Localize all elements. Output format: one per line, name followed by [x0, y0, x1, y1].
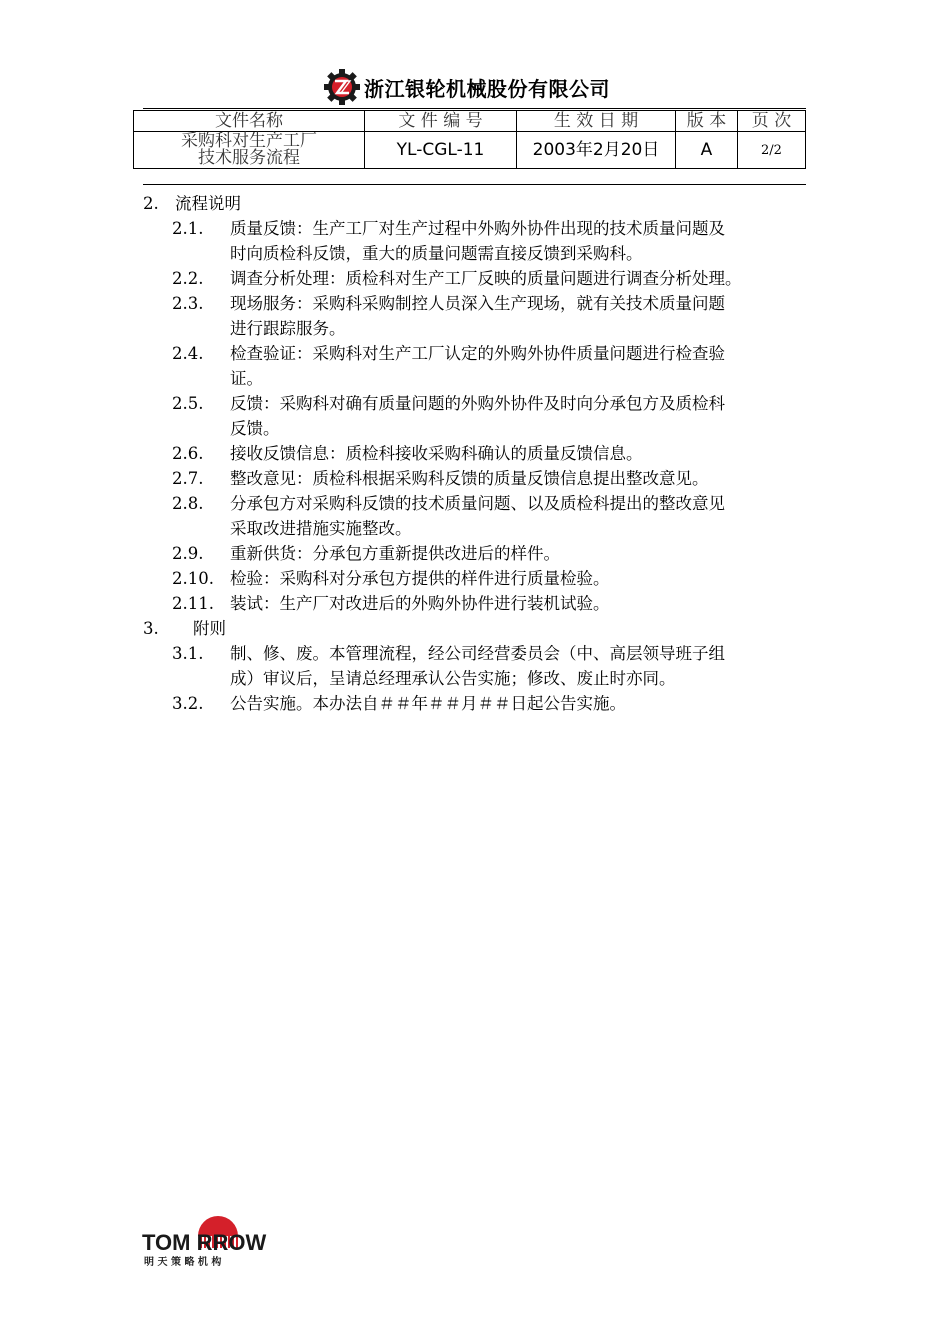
page-number: 2/2 [738, 132, 806, 169]
header-rule [143, 108, 806, 109]
company-header [322, 66, 610, 108]
item-text: 公告实施。本办法自＃＃年＃＃月＃＃日起公告实施。 [230, 694, 626, 713]
item-text: 成）审议后，呈请总经理承认公告实施；修改、废止时亦同。 [230, 669, 676, 688]
item-text: 整改意见：质检科根据采购科反馈的质量反馈信息提出整改意见。 [230, 469, 709, 488]
doc-number: YL-CGL-11 [365, 132, 517, 169]
list-item-line [143, 416, 823, 441]
footer-logo-subtitle: 明 天 策 略 机 构 [144, 1257, 222, 1268]
list-item-line [143, 391, 823, 416]
list-item-line [143, 216, 823, 241]
list-item-line [143, 366, 823, 391]
item-number: 2.9. [172, 544, 204, 563]
col-effective-date: 生 效 日 期 [517, 111, 676, 132]
list-item-line [143, 316, 823, 341]
doc-title-line1: 采购科对生产工厂 [181, 131, 317, 151]
item-text: 检查验证：采购科对生产工厂认定的外购外协件质量问题进行检查验 [230, 344, 725, 363]
section-2-items [143, 216, 823, 616]
list-item-line [143, 541, 823, 566]
item-number: 2.6. [172, 444, 204, 463]
section-number: 2. [143, 194, 159, 213]
item-text: 反馈：采购科对确有质量问题的外购外协件及时向分承包方及质检科 [230, 394, 725, 413]
item-text: 反馈。 [230, 419, 280, 438]
item-number: 2.11. [172, 594, 214, 613]
item-number: 2.4. [172, 344, 204, 363]
item-number: 2.10. [172, 569, 214, 588]
list-item-line [143, 516, 823, 541]
item-text: 检验：采购科对分承包方提供的样件进行质量检验。 [230, 569, 610, 588]
doc-title-line2: 技术服务流程 [198, 148, 300, 168]
doc-title [134, 132, 365, 169]
item-text: 调查分析处理：质检科对生产工厂反映的质量问题进行调查分析处理。 [230, 269, 742, 288]
col-version: 版 本 [676, 111, 738, 132]
document-body [143, 191, 823, 716]
item-text: 进行跟踪服务。 [230, 319, 346, 338]
item-text: 时向质检科反馈，重大的质量问题需直接反馈到采购科。 [230, 244, 643, 263]
footer-logo-text: TOM RROW [142, 1230, 267, 1255]
item-number: 2.7. [172, 469, 204, 488]
version: A [676, 132, 738, 169]
item-number: 2.3. [172, 294, 204, 313]
item-number: 3.2. [172, 694, 204, 713]
item-text: 采取改进措施实施整改。 [230, 519, 412, 538]
list-item-line [143, 591, 823, 616]
gear-z-logo-icon [322, 67, 362, 107]
item-text: 证。 [230, 369, 263, 388]
list-item-line [143, 291, 823, 316]
list-item-line [143, 241, 823, 266]
item-text: 接收反馈信息：质检科接收采购科确认的质量反馈信息。 [230, 444, 643, 463]
effective-date: 2003年2月20日 [517, 132, 676, 169]
section-title: 附则 [193, 619, 226, 638]
tomorrow-building-logo-icon [140, 1210, 305, 1270]
document-header-table [133, 110, 806, 169]
item-text: 重新供货：分承包方重新提供改进后的样件。 [230, 544, 560, 563]
section-heading [143, 616, 823, 641]
content-rule [143, 184, 806, 185]
item-text: 装试：生产厂对改进后的外购外协件进行装机试验。 [230, 594, 610, 613]
item-number: 2.8. [172, 494, 204, 513]
list-item-line [143, 666, 823, 691]
section-heading [143, 191, 823, 216]
item-number: 2.5. [172, 394, 204, 413]
item-text: 制、修、废。本管理流程，经公司经营委员会（中、高层领导班子组 [230, 644, 725, 663]
section-title: 流程说明 [175, 194, 241, 213]
list-item-line [143, 441, 823, 466]
item-number: 2.1. [172, 219, 204, 238]
list-item-line [143, 466, 823, 491]
col-file-name: 文件名称 [134, 111, 365, 132]
company-name: 浙江银轮机械股份有限公司 [364, 76, 610, 101]
list-item-line [143, 566, 823, 591]
list-item-line [143, 491, 823, 516]
section-number: 3. [143, 619, 159, 638]
list-item-line [143, 266, 823, 291]
item-number: 3.1. [172, 644, 204, 663]
col-page: 页 次 [738, 111, 806, 132]
item-text: 现场服务：采购科采购制控人员深入生产现场，就有关技术质量问题 [230, 294, 725, 313]
item-text: 质量反馈：生产工厂对生产过程中外购外协件出现的技术质量问题及 [230, 219, 725, 238]
list-item-line [143, 691, 823, 716]
item-number: 2.2. [172, 269, 204, 288]
col-file-number: 文 件 编 号 [365, 111, 517, 132]
section-3-items [143, 641, 823, 716]
list-item-line [143, 641, 823, 666]
item-text: 分承包方对采购科反馈的技术质量问题、以及质检科提出的整改意见 [230, 494, 725, 513]
list-item-line [143, 341, 823, 366]
